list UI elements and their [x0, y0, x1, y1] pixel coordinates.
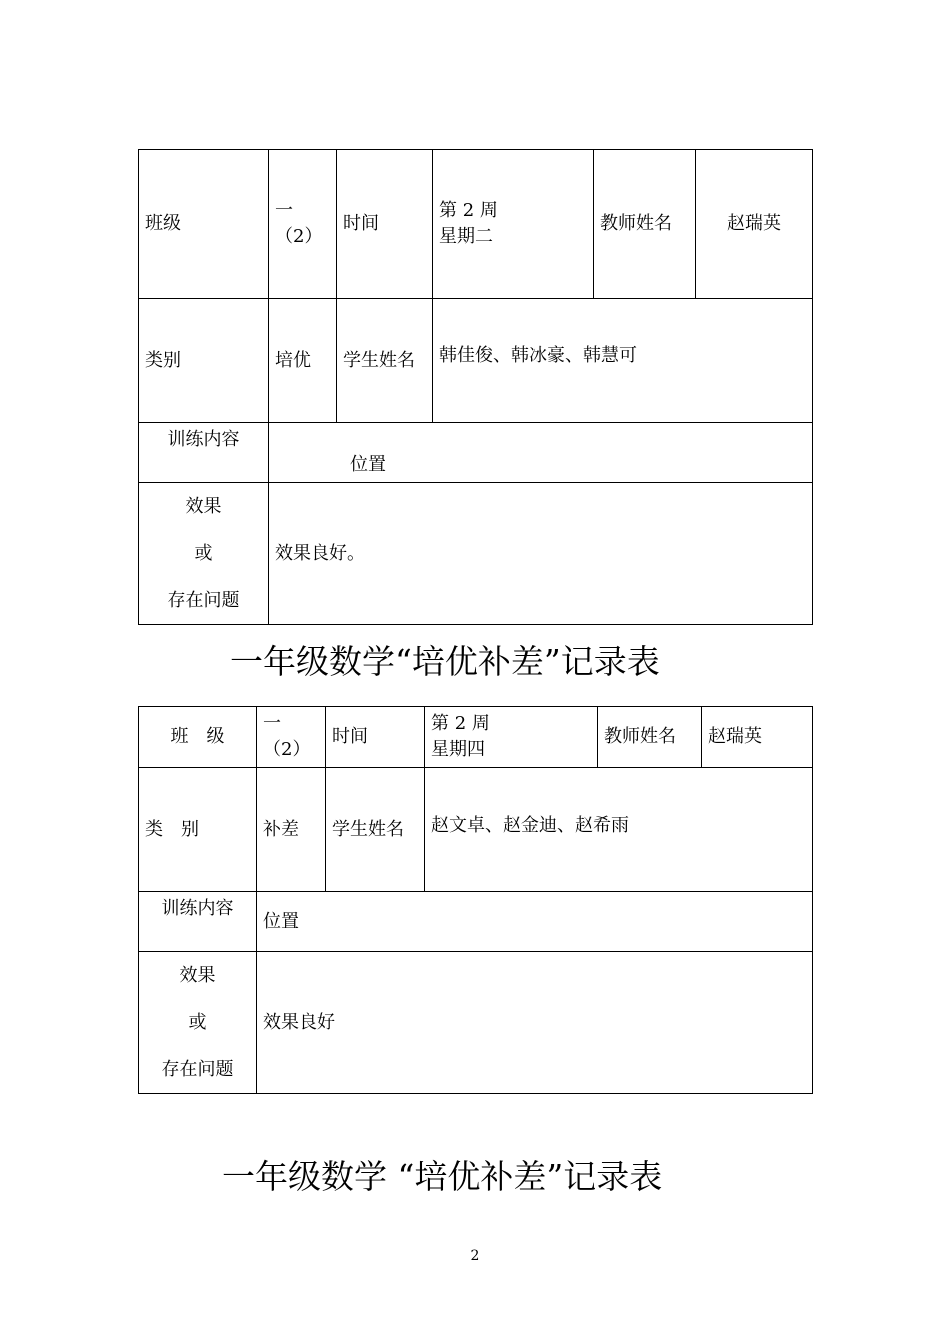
table-row	[139, 952, 813, 1094]
student-names: 赵文卓、赵金迪、赵希雨	[425, 768, 813, 892]
effect-label-line: 或	[194, 543, 213, 564]
category-value: 补差	[257, 768, 326, 892]
class-label: 班 级	[139, 707, 257, 768]
teacher-label: 教师姓名	[594, 150, 696, 299]
week-text: 第 2 周	[431, 713, 490, 734]
teacher-value: 赵瑞英	[696, 150, 813, 299]
table-row	[139, 707, 813, 768]
table-row	[139, 483, 813, 625]
effect-label	[139, 483, 269, 625]
effect-label-line: 存在问题	[167, 590, 240, 611]
effect-label	[139, 952, 257, 1094]
effect-label-line: 存在问题	[161, 1059, 234, 1080]
record-table-2	[138, 706, 813, 1094]
page-title: 一年级数学 “培优补差”记录表	[222, 1157, 663, 1196]
class-value: 一（2）	[257, 707, 326, 768]
teacher-label: 教师姓名	[598, 707, 702, 768]
table-row	[139, 423, 813, 483]
teacher-value: 赵瑞英	[702, 707, 813, 768]
time-label: 时间	[326, 707, 425, 768]
content-value: 位置	[257, 892, 813, 952]
table-row	[139, 299, 813, 423]
effect-label-line: 效果	[185, 496, 222, 517]
category-label: 类 别	[139, 768, 257, 892]
record-table-1	[138, 149, 813, 625]
effect-label-line: 效果	[179, 965, 216, 986]
table-row	[139, 768, 813, 892]
category-label: 类别	[139, 299, 269, 423]
effect-label-line: 或	[188, 1012, 207, 1033]
class-label: 班级	[139, 150, 269, 299]
table-row	[139, 892, 813, 952]
category-value: 培优	[269, 299, 337, 423]
class-value: 一（2）	[269, 150, 337, 299]
weekday-text: 星期二	[439, 226, 493, 247]
table-row	[139, 150, 813, 299]
effect-value: 效果良好	[257, 952, 813, 1094]
student-names: 韩佳俊、韩冰豪、韩慧可	[433, 299, 813, 423]
student-label: 学生姓名	[326, 768, 425, 892]
time-value	[433, 150, 594, 299]
time-label: 时间	[337, 150, 433, 299]
content-text: 位置	[350, 454, 386, 475]
effect-value: 效果良好。	[269, 483, 813, 625]
content-value	[269, 423, 813, 483]
page-number: 2	[470, 1248, 480, 1264]
student-label: 学生姓名	[337, 299, 433, 423]
content-label: 训练内容	[139, 892, 257, 952]
week-text: 第 2 周	[439, 200, 498, 221]
weekday-text: 星期四	[431, 739, 485, 760]
content-label: 训练内容	[139, 423, 269, 483]
page-title: 一年级数学“培优补差”记录表	[230, 642, 660, 681]
time-value	[425, 707, 598, 768]
